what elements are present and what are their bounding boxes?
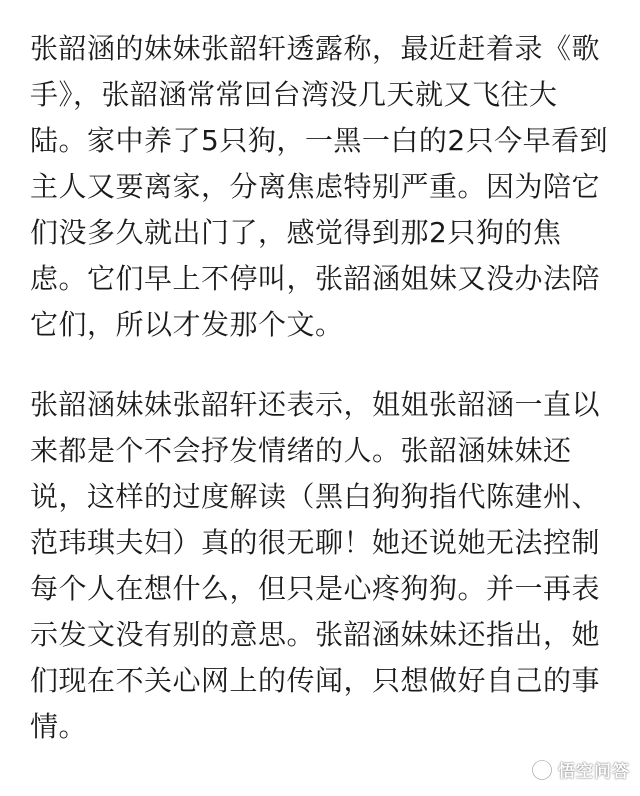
watermark-text: 悟空问答 bbox=[558, 762, 630, 782]
paragraph-line: 它们，所以才发那个文。 bbox=[30, 308, 344, 341]
paragraph-line: 们现在不关心网上的传闻，只想做好自己的事 bbox=[30, 664, 601, 697]
paragraph-line: 手》，张韶涵常常回台湾没几天就又飞往大 bbox=[30, 78, 558, 111]
paragraph-line: 每个人在想什么，但只是心疼狗狗。并一再表 bbox=[30, 572, 601, 605]
paragraph-line: 来都是个不会抒发情绪的人。张韶涵妹妹还 bbox=[30, 434, 572, 467]
paragraph-line: 示发文没有别的意思。张韶涵妹妹还指出，她 bbox=[30, 618, 601, 651]
paragraph-1 bbox=[30, 26, 612, 348]
paragraph-line: 情。 bbox=[30, 710, 88, 743]
paragraph-line: 范玮琪夫妇）真的很无聊！她还说她无法控制 bbox=[30, 526, 601, 559]
wukong-logo-icon bbox=[531, 759, 553, 781]
paragraph-line: 张韶涵妹妹张韶轩还表示，姐姐张韶涵一直以 bbox=[30, 388, 601, 421]
paragraph-line: 张韶涵的妹妹张韶轩透露称，最近赶着录《歌 bbox=[30, 32, 601, 65]
paragraph-line: 虑。它们早上不停叫，张韶涵姐妹又没办法陪 bbox=[30, 262, 601, 295]
watermark bbox=[531, 757, 630, 782]
paragraph-line: 们没多久就出门了，感觉得到那2只狗的焦 bbox=[30, 216, 562, 249]
paragraph-line bbox=[30, 750, 612, 796]
paragraph-line: 主人又要离家，分离焦虑特别严重。因为陪它 bbox=[30, 170, 601, 203]
paragraph-2 bbox=[30, 382, 612, 796]
paragraph-line: 说，这样的过度解读（黑白狗狗指代陈建州、 bbox=[30, 480, 601, 513]
article-body bbox=[30, 26, 612, 796]
paragraph-line: 陆。家中养了5只狗，一黑一白的2只今早看到 bbox=[30, 124, 609, 157]
